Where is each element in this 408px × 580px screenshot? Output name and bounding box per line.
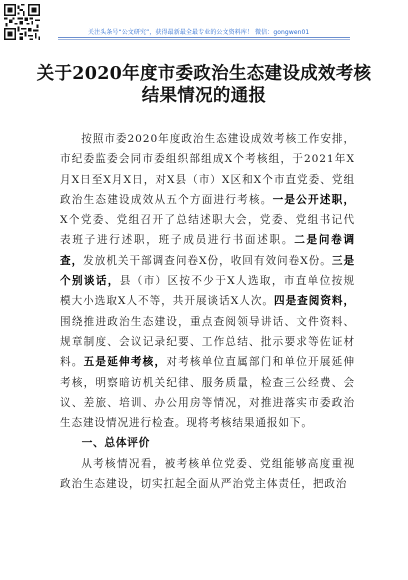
point-2-heading: 二是问卷调查， [60,234,356,267]
header-promo-note: 关注头条号“公文研究”，获得最新最全最专业的公文资料库！ 微信：gongwen01 [88,29,310,36]
intro-text-1: 按照市委2020年度政治生态建设成效考核工作安排，市纪委监委会同市委组织部组成X个考核组，于2021年X月X日至X月X日，对X县（市）X区和X个市直党委、党组政治生态建设成效从五个方面进行考核。 [60,133,355,206]
title-line-2: 结果情况的通报 [141,86,267,106]
paragraph-overall: 从考核情况看，被考核单位党委、党组能够高度重视政治生态建设，切实扛起全面从严治党主体责任，把政治 [60,457,355,491]
point-1-heading: 一是公开述职， [272,193,355,206]
document-title [30,63,378,107]
point-3-heading: 三是个别谈话， [60,254,355,288]
intro-text-4: 县（市）区按不少于X人选取，市直单位按规模大小选取X人不等，共开展谈话X人次。 [60,275,355,308]
header-divider [58,37,350,38]
intro-text-6: 对考核单位直属部门和单位开展延伸考核，明察暗访机关纪律、服务质量，检查三公经费、会议、差旅、培训、办公用房等情况，对推进落实市委政治生态建设情况进行检查。现将考核结果通报如下。 [60,356,355,430]
intro-text-5: 围绕推进政治生态建设，重点查阅领导讲话、文件资料、规章制度、会议记录纪要、工作总结、批示要求等佐证材料。 [60,315,355,369]
header-divider-thin [58,39,350,40]
point-5-heading: 五是延伸考核， [83,356,167,369]
intro-text-2: X个党委、党组召开了总结述职大会，党委、党组书记代表班子进行述职，班子成员进行书面述职。 [60,214,355,247]
point-4-heading: 四是查阅资料， [274,295,355,308]
section-heading-overall: 一、总体评价 [81,436,150,450]
paragraph-intro [60,129,355,433]
document-body [60,129,355,494]
qr-code-icon [4,4,40,40]
intro-text-3: 发放机关干部调查问卷X份，收回有效问卷X份。 [83,254,332,267]
title-line-1: 关于2020年度市委政治生态建设成效考核 [36,64,372,84]
